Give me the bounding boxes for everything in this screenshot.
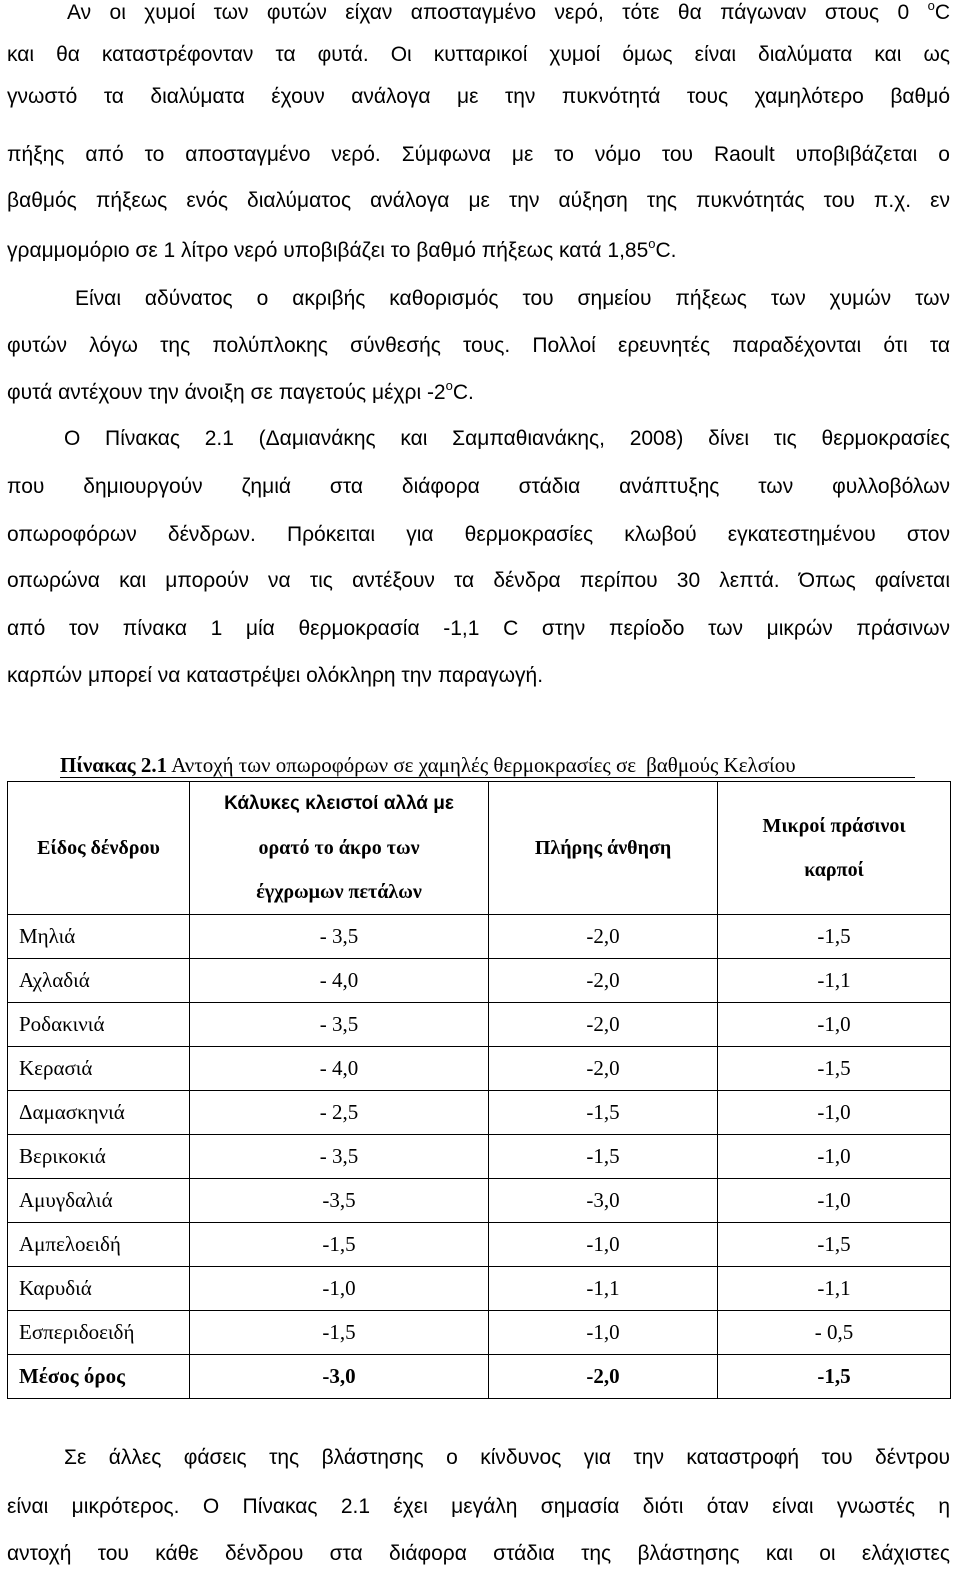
- table-row: [8, 1311, 951, 1355]
- cell-closed-calyx: -1,5: [190, 1223, 489, 1267]
- cell-full-bloom: -3,0: [489, 1179, 718, 1223]
- text-line: φυτών λόγω της πολύπλοκης σύνθεσής τους. Πολλοί ερευνητές παραδέχονται ότι τα: [7, 334, 950, 357]
- table-row: [8, 1179, 951, 1223]
- text-line: οπωρώνα και μπορούν να τις αντέξουν τα δένδρα περίπου 30 λεπτά. Όπως φαίνεται: [7, 569, 950, 592]
- text-line: Ο Πίνακας 2.1 (Δαμιανάκης και Σαμπαθιανάκης, 2008) δίνει τις θερμοκρασίες: [64, 427, 950, 450]
- text-line: βαθμός πήξεως ενός διαλύματος ανάλογα με την αύξηση της πυκνότητάς του π.χ. εν: [7, 189, 950, 212]
- table-header-row: [8, 782, 951, 915]
- cell-full-bloom: -1,0: [489, 1311, 718, 1355]
- cell-full-bloom: -2,0: [489, 915, 718, 959]
- table-row: [8, 1047, 951, 1091]
- cell-tree: Αχλαδιά: [8, 959, 190, 1003]
- cell-full-bloom: -1,5: [489, 1135, 718, 1179]
- text-line: γραμμομόριο σε 1 λίτρο νερό υποβιβάζει το βαθμό πήξεως κατά $1,85^oC$.: [7, 236, 677, 262]
- cell-full-bloom: -1,0: [489, 1223, 718, 1267]
- cell-green-fruit: -1,5: [718, 1223, 951, 1267]
- cell-tree: Εσπεριδοειδή: [8, 1311, 190, 1355]
- cell-tree: Δαμασκηνιά: [8, 1091, 190, 1135]
- cell-tree: Βερικοκιά: [8, 1135, 190, 1179]
- cell-full-bloom: -2,0: [489, 1355, 718, 1399]
- cell-closed-calyx: -3,0: [190, 1355, 489, 1399]
- cell-green-fruit: -1,0: [718, 1179, 951, 1223]
- text-line: φυτά αντέχουν την άνοιξη σε παγετούς μέχρι $-2^oC$.: [7, 378, 474, 404]
- table-row: [8, 959, 951, 1003]
- cell-closed-calyx: - 2,5: [190, 1091, 489, 1135]
- text-line: Είναι αδύνατος ο ακριβής καθορισμός του σημείου πήξεως των χυμών των: [75, 287, 950, 310]
- cell-tree: Καρυδιά: [8, 1267, 190, 1311]
- table-caption-text: Αντοχή των οπωροφόρων σε χαμηλές θερμοκρασίες σε: [171, 753, 637, 777]
- cell-green-fruit: -1,1: [718, 1267, 951, 1311]
- cell-tree: Αμυγδαλιά: [8, 1179, 190, 1223]
- text-line: καρπών μπορεί να καταστρέψει ολόκληρη την παραγωγή.: [7, 664, 544, 687]
- cell-green-fruit: - 0,5: [718, 1311, 951, 1355]
- table-average-row: [8, 1355, 951, 1399]
- table-row: [8, 1267, 951, 1311]
- table-caption-label: Πίνακας 2.1: [60, 753, 168, 777]
- header-green-fruit: Μικροί πράσινοι καρποί: [718, 782, 951, 915]
- frost-resistance-table: [7, 781, 951, 1399]
- table-caption-tail: βαθμούς Κελσίου: [646, 753, 796, 777]
- table-row: [8, 1223, 951, 1267]
- cell-closed-calyx: - 4,0: [190, 959, 489, 1003]
- table-row: [8, 1003, 951, 1047]
- cell-closed-calyx: -1,5: [190, 1311, 489, 1355]
- text-line: πήξης από το αποσταγμένο νερό. Σύμφωνα με το νόμο του Raoult υποβιβάζεται ο: [7, 143, 950, 166]
- cell-closed-calyx: - 3,5: [190, 1135, 489, 1179]
- cell-full-bloom: -1,5: [489, 1091, 718, 1135]
- cell-green-fruit: -1,0: [718, 1135, 951, 1179]
- cell-green-fruit: -1,1: [718, 959, 951, 1003]
- header-tree-type: Είδος δένδρου: [8, 782, 190, 915]
- cell-tree: Ροδακινιά: [8, 1003, 190, 1047]
- cell-full-bloom: -2,0: [489, 1047, 718, 1091]
- cell-green-fruit: -1,0: [718, 1003, 951, 1047]
- table-row: [8, 1091, 951, 1135]
- cell-green-fruit: -1,0: [718, 1091, 951, 1135]
- text-line: από τον πίνακα 1 μία θερμοκρασία -1,1 C στην περίοδο των μικρών πράσινων: [7, 617, 950, 640]
- caption-underline: [60, 777, 915, 778]
- text-line: οπωροφόρων δένδρων. Πρόκειται για θερμοκρασίες κλωβού εγκατεστημένου στον: [7, 523, 950, 546]
- cell-full-bloom: -2,0: [489, 1003, 718, 1047]
- text-line: που δημιουργούν ζημιά στα διάφορα στάδια ανάπτυξης των φυλλοβόλων: [7, 475, 950, 498]
- cell-closed-calyx: - 3,5: [190, 1003, 489, 1047]
- header-full-bloom: Πλήρης άνθηση: [489, 782, 718, 915]
- cell-closed-calyx: - 4,0: [190, 1047, 489, 1091]
- cell-green-fruit: -1,5: [718, 1047, 951, 1091]
- text-line: γνωστό τα διαλύματα έχουν ανάλογα με την πυκνότητά τους χαμηλότερο βαθμό: [7, 85, 950, 108]
- table-row: [8, 915, 951, 959]
- cell-tree: Αμπελοειδή: [8, 1223, 190, 1267]
- cell-closed-calyx: -3,5: [190, 1179, 489, 1223]
- header-closed-calyx: Κάλυκες κλειστοί αλλά με ορατό το άκρο των έγχρωμων πετάλων: [190, 782, 489, 915]
- cell-full-bloom: -1,1: [489, 1267, 718, 1311]
- text-line: Σε άλλες φάσεις της βλάστησης ο κίνδυνος για την καταστροφή του δέντρου: [64, 1446, 950, 1469]
- cell-tree: Μηλιά: [8, 915, 190, 959]
- cell-full-bloom: -2,0: [489, 959, 718, 1003]
- cell-closed-calyx: - 3,5: [190, 915, 489, 959]
- table-row: [8, 1135, 951, 1179]
- text-line: Αν οι χυμοί των φυτών είχαν αποσταγμένο νερό, τότε θα πάγωναν στους 0 $^o$C: [67, 0, 950, 24]
- cell-green-fruit: -1,5: [718, 1355, 951, 1399]
- text-line: αντοχή του κάθε δένδρου στα διάφορα στάδια της βλάστησης και οι ελάχιστες: [7, 1542, 950, 1565]
- cell-closed-calyx: -1,0: [190, 1267, 489, 1311]
- cell-tree: Μέσος όρος: [8, 1355, 190, 1399]
- text-line: είναι μικρότερος. Ο Πίνακας 2.1 έχει μεγάλη σημασία διότι όταν είναι γνωστές η: [7, 1495, 950, 1518]
- cell-tree: Κερασιά: [8, 1047, 190, 1091]
- table-caption: [60, 752, 955, 778]
- cell-green-fruit: -1,5: [718, 915, 951, 959]
- text-line: και θα καταστρέφονταν τα φυτά. Οι κυτταρικοί χυμοί όμως είναι διαλύματα και ως: [7, 43, 950, 66]
